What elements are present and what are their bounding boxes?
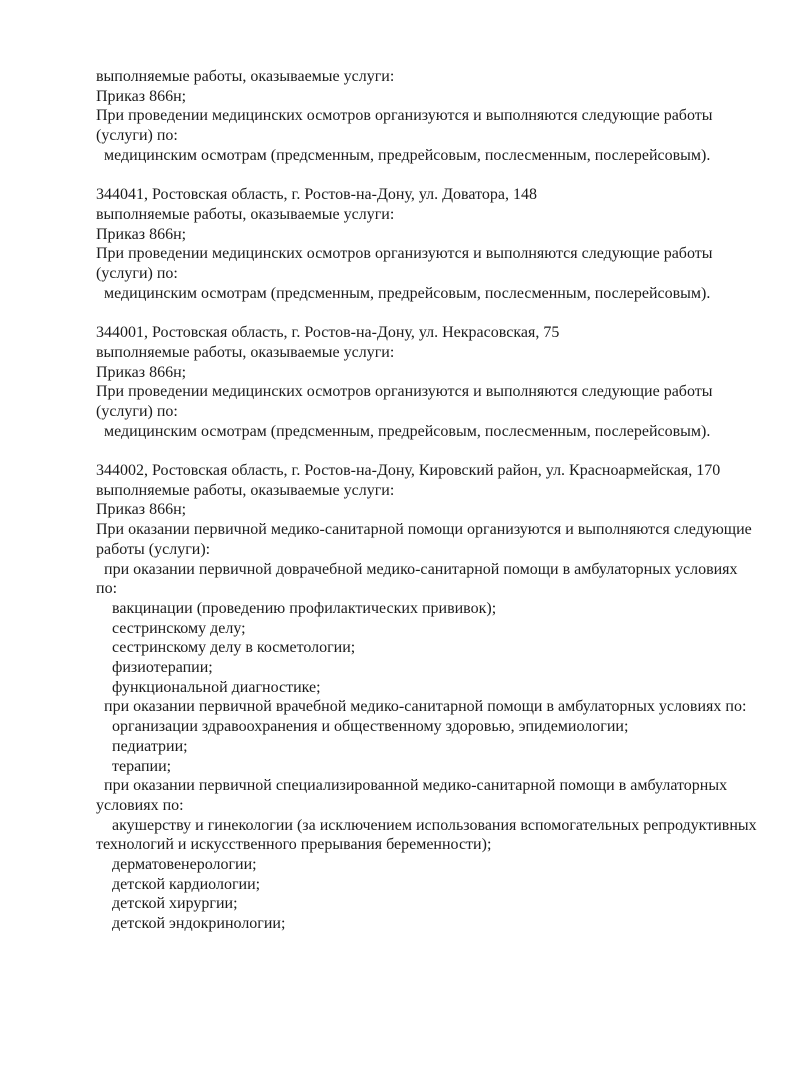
document-line: условиях по: <box>96 796 184 814</box>
document-line: при оказании первичной врачебной медико-санитарной помощи в амбулаторных условиях по: <box>104 698 747 716</box>
document-line: При проведении медицинских осмотров организуются и выполняются следующие работы <box>96 107 713 125</box>
document-line: акушерству и гинекологии (за исключением использования вспомогательных репродуктивных <box>112 816 757 834</box>
document-line: При проведении медицинских осмотров организуются и выполняются следующие работы <box>96 383 713 401</box>
document-line: (услуги) по: <box>96 127 178 145</box>
order-reference-line: Приказ 866н; <box>96 225 187 243</box>
document-block <box>96 185 774 303</box>
document-line: (услуги) по: <box>96 265 178 283</box>
document-line: медицинским осмотрам (предсменным, предрейсовым, послесменным, послерейсовым). <box>104 284 711 302</box>
document-line: терапии; <box>112 757 172 775</box>
document-line: медицинским осмотрам (предсменным, предрейсовым, послесменным, послерейсовым). <box>104 422 711 440</box>
document-line: по: <box>96 580 118 598</box>
document-line: физиотерапии; <box>112 659 213 677</box>
address-line: 344001, Ростовская область, г. Ростов-на-Дону, ул. Некрасовская, 75 <box>96 324 560 342</box>
document-line: выполняемые работы, оказываемые услуги: <box>96 343 395 361</box>
order-reference-line: Приказ 866н; <box>96 501 187 519</box>
document-line: при оказании первичной специализированной медико-санитарной помощи в амбулаторных <box>104 777 728 795</box>
document-block <box>96 323 774 441</box>
document-line: выполняемые работы, оказываемые услуги: <box>96 481 395 499</box>
document-line: выполняемые работы, оказываемые услуги: <box>96 68 395 85</box>
document-line: При оказании первичной медико-санитарной помощи организуются и выполняются следующие <box>96 521 752 539</box>
document-line: детской эндокринологии; <box>112 915 286 933</box>
document-line: организации здравоохранения и общественному здоровью, эпидемиологии; <box>112 718 629 736</box>
document-line: дерматовенерологии; <box>112 856 257 874</box>
order-reference-line: Приказ 866н; <box>96 363 187 381</box>
document-line: технологий и искусственного прерывания беременности); <box>96 836 492 854</box>
document-line: детской кардиологии; <box>112 875 261 893</box>
address-line: 344002, Ростовская область, г. Ростов-на-Дону, Кировский район, ул. Красноармейская, 170 <box>96 462 721 480</box>
document-line: при оказании первичной доврачебной медико-санитарной помощи в амбулаторных условиях <box>104 560 738 578</box>
document-line: вакцинации (проведению профилактических прививок); <box>112 599 497 617</box>
document-block <box>96 461 774 934</box>
document-block <box>96 67 774 166</box>
order-reference-line: Приказ 866н; <box>96 87 187 105</box>
document-line: детской хирургии; <box>112 895 238 913</box>
document-line: педиатрии; <box>112 737 188 755</box>
document-line: работы (услуги): <box>96 540 211 558</box>
document-line: функциональной диагностике; <box>112 678 321 696</box>
document-line: (услуги) по: <box>96 402 178 420</box>
document-line: медицинским осмотрам (предсменным, предрейсовым, послесменным, послерейсовым). <box>104 146 711 164</box>
address-line: 344041, Ростовская область, г. Ростов-на-Дону, ул. Доватора, 148 <box>96 186 537 204</box>
document-line: сестринскому делу; <box>112 619 246 637</box>
license-works-document <box>96 67 774 934</box>
document-line: сестринскому делу в косметологии; <box>112 639 356 657</box>
document-line: При проведении медицинских осмотров организуются и выполняются следующие работы <box>96 245 713 263</box>
document-line: выполняемые работы, оказываемые услуги: <box>96 205 395 223</box>
